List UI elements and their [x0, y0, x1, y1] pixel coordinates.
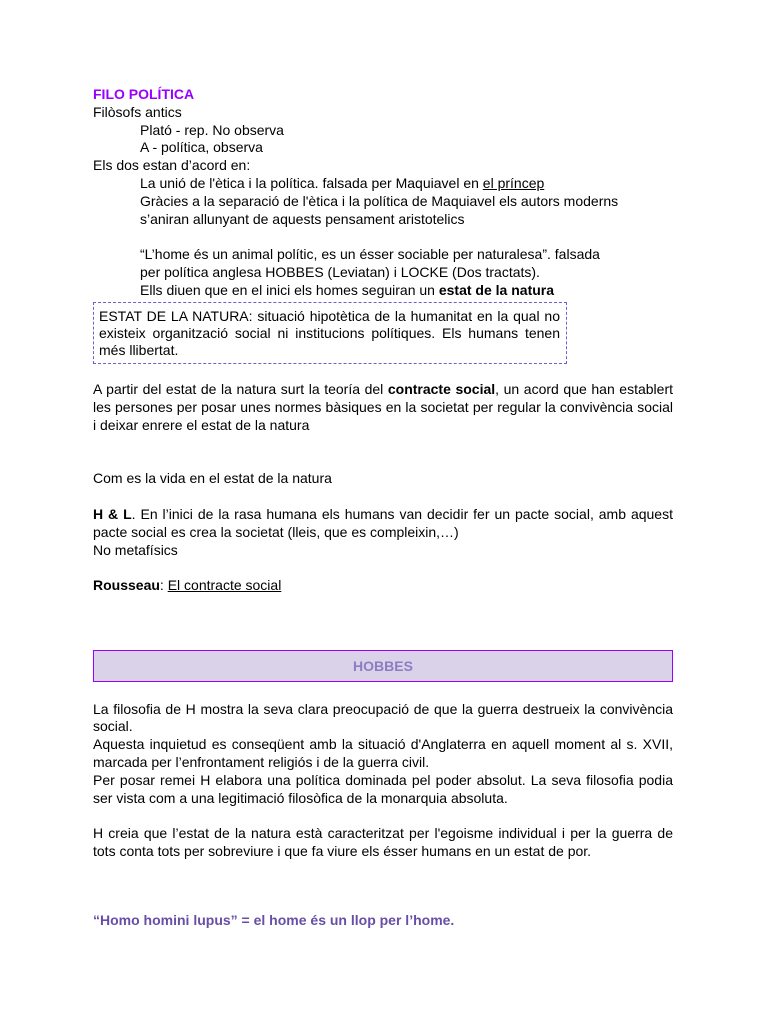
text-line: “L’home és un animal polític, es un ésser sociable per naturalesa”. falsada	[140, 246, 600, 263]
definition-box: ESTAT DE LA NATURA: situació hipotètica de la humanitat en la qual no existeix organització social ni institucions polítiques. Els humans tenen més llibertat.	[93, 302, 567, 364]
paragraph	[93, 506, 673, 542]
paragraph: La filosofia de H mostra la seva clara preocupació de que la guerra destrueix la convivència social.	[93, 700, 673, 735]
text-line	[93, 282, 673, 300]
text-line: A - política, observa	[140, 139, 263, 156]
document-title: FILO POLÍTICA	[93, 86, 195, 102]
paragraph: H creia que l’estat de la natura està caracteritzat per l'egoisme individual i per la guerra de tots conta tots per sobreviure i que fa viure els ésser humans en un estat de por.	[93, 825, 673, 859]
text-span: A partir del estat de la natura surt la teoría del	[93, 381, 388, 398]
quote: “Homo homini lupus” = el home és un llop per l’home.	[93, 912, 455, 929]
bold-text: H & L	[93, 505, 132, 522]
text-line: s’aniran allunyant de aquests pensament aristotelics	[140, 210, 465, 227]
text-line: No metafísics	[93, 541, 178, 558]
text-span: :	[159, 577, 168, 594]
paragraph: Com es la vida en el estat de la natura	[93, 470, 332, 487]
text-span: . En l’inici de la rasa humana els humans van decidir fer un pacte social, amb aquest pacte social es crea la societat (lleis, que es compleixin,…)	[93, 505, 673, 540]
text-line: Plató - rep. No observa	[140, 121, 284, 138]
underlined-text: El contracte social	[167, 577, 282, 594]
bold-text: estat de la natura	[438, 281, 555, 298]
text-span: , un acord que han establert les persones per posar unes normes bàsiques en la societat per regular la convivència social i deixar enrere el estat de la natura	[93, 381, 674, 433]
paragraph	[93, 577, 673, 595]
paragraph: Per posar remei H elabora una política dominada pel poder absolut. La seva filosofia podia ser vista com a una legitimació filosòfica de la monarquia absoluta.	[93, 771, 673, 806]
section-heading-hobbes: HOBBES	[93, 650, 673, 682]
bold-text: contracte social	[387, 381, 496, 398]
text-line: Els dos estan d’acord en:	[93, 157, 251, 174]
document-page	[93, 86, 673, 930]
paragraph: Aquesta inquietud es conseqüent amb la situació d'Anglaterra en aquell moment al s. XVII, marcada per l’enfrontament religiós i de la guerra civil.	[93, 736, 673, 770]
text-span: La unió de l'ètica i la política. falsada per Maquiavel en	[140, 174, 483, 191]
paragraph	[93, 381, 673, 434]
underlined-text: el príncep	[482, 174, 545, 191]
text-line: Filòsofs antics	[93, 103, 182, 120]
text-line	[93, 175, 673, 193]
text-span: Ells diuen que en el inici els homes seguiran un	[140, 281, 439, 298]
text-line: Gràcies a la separació de l'ètica i la política de Maquiavel els autors moderns	[140, 192, 619, 209]
bold-text: Rousseau	[93, 577, 160, 594]
text-line: per política anglesa HOBBES (Leviatan) i LOCKE (Dos tractats).	[140, 263, 540, 280]
